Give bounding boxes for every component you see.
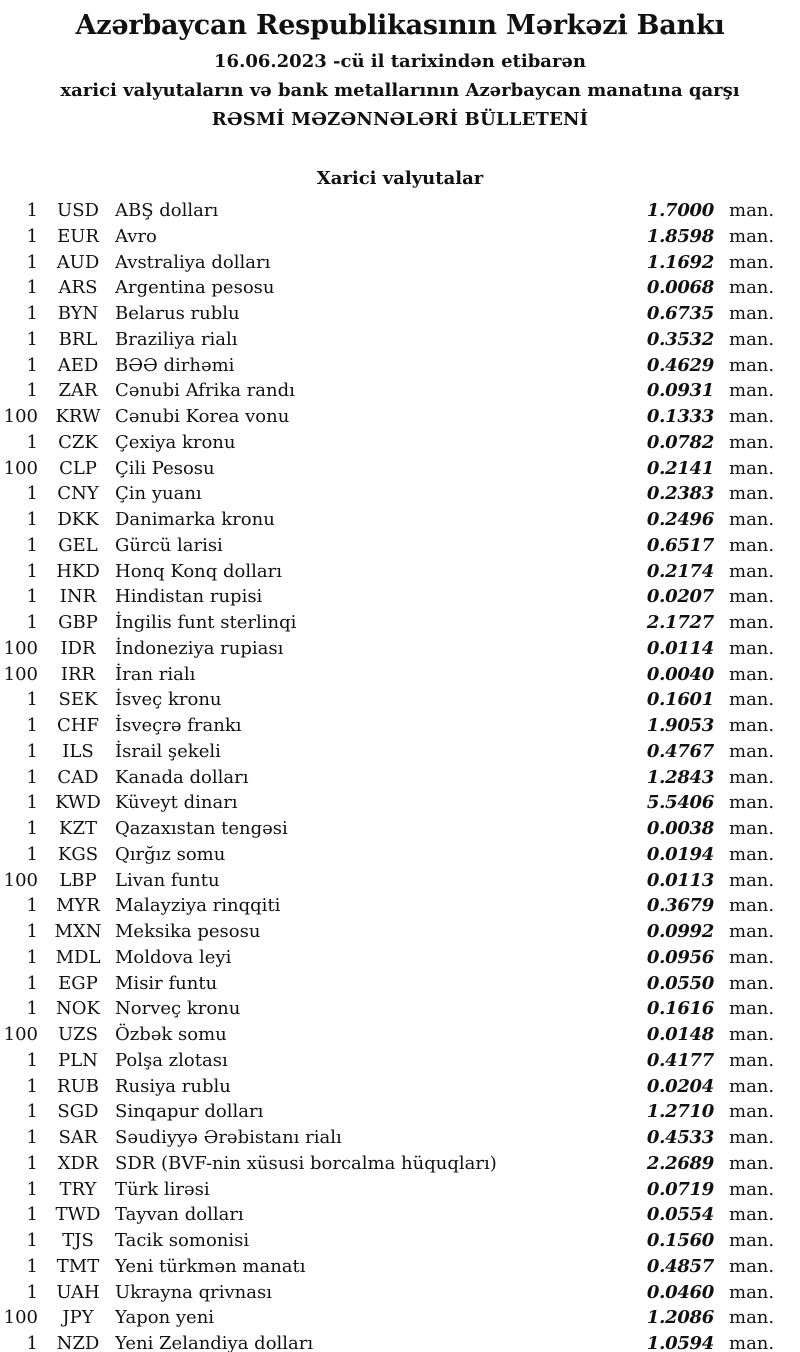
rate-value: 0.1601 [646,689,714,711]
table-row [0,456,800,482]
quantity-value: 1 [26,740,38,762]
currency-name: İndoneziya rupiası [115,637,284,659]
currency-code: NZD [56,1333,100,1352]
table-row [0,1280,800,1306]
quantity-value: 1 [26,431,38,453]
unit-label: man. [729,251,775,273]
currency-code: KGS [57,843,99,865]
currency-name: Yapon yeni [115,1307,215,1329]
currency-name: Argentina pesosu [115,277,275,299]
table-row [0,224,800,250]
currency-name: Çili Pesosu [115,457,215,479]
rate-value: 0.6517 [646,534,714,556]
unit-label: man. [729,1075,775,1097]
currency-name: Özbək somu [115,1024,227,1045]
table-row [0,816,800,842]
table-row [0,1254,800,1280]
currency-name: Tayvan dolları [115,1204,244,1226]
unit-label: man. [729,303,775,324]
unit-label: man. [729,586,775,608]
unit-label: man. [729,1101,775,1123]
rate-value: 0.0068 [646,277,714,299]
table-row [0,1228,800,1254]
quantity-value: 100 [3,1307,38,1329]
currency-code: KZT [59,818,97,839]
unit-label: man. [729,1255,775,1277]
rate-value: 0.3679 [646,895,714,917]
bulletin-title: RƏSMİ MƏZƏNNƏLƏRİ BÜLLETENİ [211,109,589,130]
rate-value: 0.6735 [646,303,714,324]
rate-value: 0.0992 [646,921,714,942]
currency-name: Honq Konq dolları [115,560,282,582]
unit-label: man. [729,766,775,788]
rates-table [0,198,800,1352]
table-row [0,687,800,713]
unit-label: man. [729,637,775,659]
currency-name: İngilis funt sterlinqi [115,612,297,633]
currency-name: Sinqapur dolları [115,1101,264,1123]
currency-name: Misir funtu [115,972,218,994]
rate-value: 0.0550 [646,972,714,994]
currency-name: Rusiya rublu [115,1075,231,1097]
currency-code: KRW [55,406,101,427]
rate-value: 1.1692 [646,251,714,273]
rate-value: 0.0554 [646,1204,714,1226]
unit-label: man. [729,509,775,530]
currency-code: INR [59,586,97,608]
unit-label: man. [729,354,775,376]
currency-code: MDL [55,946,101,968]
quantity-value: 1 [26,277,38,299]
currency-code: XDR [57,1152,99,1174]
currency-name: Braziliya rialı [115,328,238,350]
effective-date-line: 16.06.2023 -cü il tarixindən etibarən [214,51,586,72]
unit-label: man. [729,200,775,221]
unit-label: man. [729,1333,775,1352]
unit-label: man. [729,277,775,299]
unit-label: man. [729,483,775,505]
currency-name: Çexiya kronu [115,431,236,453]
unit-label: man. [729,1127,775,1148]
currency-name: Livan funtu [115,869,220,891]
unit-label: man. [729,1024,775,1045]
quantity-value: 1 [26,895,38,917]
table-row [0,1151,800,1177]
unit-label: man. [729,818,775,839]
currency-name: Səudiyyə Ərəbistanı rialı [115,1127,342,1148]
currency-code: GBP [58,612,98,633]
currency-name: Qazaxıstan tengəsi [115,818,288,839]
table-row [0,275,800,301]
rate-value: 0.4767 [646,740,714,762]
rate-value: 1.8598 [646,225,714,247]
rate-value: 1.9053 [646,715,714,736]
table-row [0,739,800,765]
table-row [0,507,800,533]
quantity-value: 1 [26,1281,38,1303]
currency-code: MYR [56,895,100,917]
currency-code: LBP [59,869,97,891]
rate-value: 5.5406 [646,792,714,814]
rate-value: 2.2689 [646,1152,714,1174]
quantity-value: 1 [26,1127,38,1148]
rate-value: 0.0148 [646,1024,714,1045]
quantity-value: 1 [26,1152,38,1174]
rate-value: 1.2086 [646,1307,714,1329]
quantity-value: 1 [26,1101,38,1123]
quantity-value: 1 [26,251,38,273]
currency-name: Gürcü larisi [115,534,223,556]
currency-code: IRR [60,663,96,685]
currency-name: BƏƏ dirhəmi [115,354,235,376]
currency-code: TWD [55,1204,101,1226]
currency-name: Küveyt dinarı [115,792,238,814]
unit-label: man. [729,998,775,1020]
currency-name: Meksika pesosu [115,921,261,942]
rate-value: 0.0194 [646,843,714,865]
currency-code: DKK [57,509,99,530]
currency-name: Moldova leyi [115,946,232,968]
currency-name: Yeni türkmən manatı [115,1255,306,1277]
quantity-value: 1 [26,921,38,942]
quantity-value: 1 [26,560,38,582]
table-row [0,584,800,610]
currency-code: RUB [57,1075,99,1097]
quantity-value: 1 [26,1255,38,1277]
rate-value: 0.1333 [646,406,714,427]
currency-code: JPY [62,1307,94,1329]
rate-value: 0.3532 [646,328,714,350]
quantity-value: 1 [26,946,38,968]
rate-value: 0.0204 [646,1075,714,1097]
currency-name: Çin yuanı [115,483,202,505]
unit-label: man. [729,1307,775,1329]
table-row [0,1331,800,1352]
currency-name: Türk lirəsi [115,1178,210,1200]
table-row [0,1074,800,1100]
rate-value: 1.2843 [646,766,714,788]
quantity-value: 1 [26,1204,38,1226]
unit-label: man. [729,792,775,814]
quantity-value: 100 [3,869,38,891]
rate-value: 0.1616 [646,998,714,1020]
currency-name: Cənubi Korea vonu [115,406,290,427]
table-row [0,1048,800,1074]
quantity-value: 1 [26,225,38,247]
table-row [0,559,800,585]
table-row [0,971,800,997]
quantity-value: 1 [26,354,38,376]
quantity-value: 1 [26,843,38,865]
quantity-value: 1 [26,200,38,221]
quantity-value: 100 [3,637,38,659]
table-row [0,430,800,456]
quantity-value: 100 [3,663,38,685]
currency-code: UZS [57,1024,98,1045]
currency-code: ZAR [58,380,98,402]
rate-value: 0.0114 [646,637,714,659]
unit-label: man. [729,1281,775,1303]
table-row [0,636,800,662]
currency-name: Polşa zlotası [115,1049,228,1071]
quantity-value: 1 [26,1178,38,1200]
currency-code: BRL [58,328,98,350]
table-row [0,353,800,379]
table-row [0,610,800,636]
table-row [0,327,800,353]
table-row [0,1125,800,1151]
unit-label: man. [729,1204,775,1226]
quantity-value: 1 [26,792,38,814]
quantity-value: 1 [26,509,38,530]
unit-label: man. [729,843,775,865]
currency-name: Norveç kronu [115,998,241,1020]
currency-code: KWD [55,792,101,814]
unit-label: man. [729,972,775,994]
table-row [0,1099,800,1125]
currency-code: UAH [56,1281,100,1303]
table-row [0,765,800,791]
rate-value: 0.0040 [646,663,714,685]
currency-name: Hindistan rupisi [115,586,263,608]
quantity-value: 1 [26,1049,38,1071]
currency-code: HKD [56,560,100,582]
table-row [0,404,800,430]
unit-label: man. [729,663,775,685]
currency-name: İran rialı [115,663,196,685]
rate-value: 0.2496 [646,509,714,530]
quantity-value: 1 [26,303,38,324]
table-row [0,250,800,276]
rate-value: 0.0719 [646,1178,714,1200]
unit-label: man. [729,740,775,762]
table-row [0,1305,800,1331]
currency-name: SDR (BVF-nin xüsusi borcalma hüquqları) [115,1152,497,1174]
currency-name: Qırğız somu [115,843,226,865]
rate-value: 0.0460 [646,1281,714,1303]
unit-label: man. [729,560,775,582]
table-row [0,1202,800,1228]
currency-name: İsveç kronu [115,689,222,711]
rate-value: 1.7000 [646,200,714,221]
quantity-value: 1 [26,1333,38,1352]
unit-label: man. [729,457,775,479]
rate-value: 0.0038 [646,818,714,839]
currency-name: Ukrayna qrivnası [115,1281,272,1303]
quantity-value: 1 [26,1075,38,1097]
unit-label: man. [729,431,775,453]
table-row [0,842,800,868]
table-row [0,1022,800,1048]
unit-label: man. [729,715,775,736]
currency-code: IDR [60,637,96,659]
subtitle-line: xarici valyutaların və bank metallarının Azərbaycan manatına qarşı [60,80,740,101]
table-row [0,1177,800,1203]
rate-value: 0.0782 [646,431,714,453]
unit-label: man. [729,689,775,711]
rate-value: 0.2141 [646,457,714,479]
rate-value: 2.1727 [646,612,714,633]
unit-label: man. [729,534,775,556]
currency-code: MXN [54,921,102,942]
quantity-value: 1 [26,534,38,556]
table-row [0,533,800,559]
currency-name: İsveçrə frankı [115,715,242,736]
rate-value: 0.0931 [646,380,714,402]
table-row [0,198,800,224]
currency-name: Danimarka kronu [115,509,275,530]
rate-value: 0.4629 [646,354,714,376]
unit-label: man. [729,406,775,427]
currency-code: CLP [59,457,97,479]
currency-name: Yeni Zelandiya dolları [115,1333,314,1352]
table-row [0,662,800,688]
currency-code: CZK [58,431,98,453]
currency-name: Cənubi Afrika randı [115,380,295,402]
quantity-value: 1 [26,689,38,711]
rate-value: 0.0956 [646,946,714,968]
currency-name: Avstraliya dolları [115,251,271,273]
quantity-value: 100 [3,457,38,479]
table-row [0,713,800,739]
quantity-value: 1 [26,715,38,736]
quantity-value: 1 [26,483,38,505]
currency-name: İsrail şekeli [115,740,221,762]
unit-label: man. [729,328,775,350]
currency-code: AED [57,354,99,376]
currency-name: Belarus rublu [115,303,240,324]
quantity-value: 1 [26,380,38,402]
currency-code: CNY [57,483,99,505]
rate-value: 0.4857 [646,1255,714,1277]
table-row [0,481,800,507]
unit-label: man. [729,1152,775,1174]
section-title-foreign-currencies: Xarici valyutalar [316,168,484,189]
table-row [0,893,800,919]
quantity-value: 1 [26,972,38,994]
currency-code: SGD [57,1101,99,1123]
table-row [0,301,800,327]
rate-value: 0.2174 [646,560,714,582]
currency-code: CAD [57,766,99,788]
unit-label: man. [729,612,775,633]
table-row [0,378,800,404]
rate-value: 0.0113 [646,869,714,891]
currency-code: AUD [56,251,100,273]
currency-code: EGP [58,972,98,994]
currency-code: BYN [57,303,99,324]
quantity-value: 100 [3,406,38,427]
unit-label: man. [729,225,775,247]
currency-code: ILS [62,740,94,762]
currency-name: Avro [115,225,157,247]
table-row [0,868,800,894]
currency-code: SEK [58,689,98,711]
quantity-value: 1 [26,1230,38,1251]
page-title: Azərbaycan Respublikasının Mərkəzi Bankı [75,10,725,41]
currency-name: ABŞ dolları [115,200,219,221]
table-row [0,996,800,1022]
unit-label: man. [729,1178,775,1200]
unit-label: man. [729,1230,775,1251]
quantity-value: 1 [26,766,38,788]
quantity-value: 1 [26,818,38,839]
quantity-value: 100 [3,1024,38,1045]
table-row [0,919,800,945]
quantity-value: 1 [26,328,38,350]
unit-label: man. [729,921,775,942]
currency-code: EUR [57,225,99,247]
currency-name: Kanada dolları [115,766,249,788]
rate-value: 0.4177 [646,1049,714,1071]
quantity-value: 1 [26,586,38,608]
rate-value: 0.0207 [646,586,714,608]
rate-value: 0.4533 [646,1127,714,1148]
currency-code: GEL [58,534,98,556]
rate-value: 0.1560 [646,1230,714,1251]
currency-code: NOK [56,998,100,1020]
currency-name: Tacik somonisi [115,1230,250,1251]
unit-label: man. [729,869,775,891]
currency-code: TMT [56,1255,100,1277]
table-row [0,945,800,971]
currency-code: ARS [58,277,98,299]
currency-code: SAR [58,1127,98,1148]
currency-code: USD [57,200,99,221]
currency-code: TJS [62,1230,94,1251]
table-row [0,790,800,816]
rate-value: 0.2383 [646,483,714,505]
unit-label: man. [729,946,775,968]
quantity-value: 1 [26,612,38,633]
quantity-value: 1 [26,998,38,1020]
currency-code: PLN [58,1049,98,1071]
currency-name: Malayziya rinqqiti [115,895,281,917]
unit-label: man. [729,1049,775,1071]
currency-code: TRY [59,1178,97,1200]
unit-label: man. [729,380,775,402]
rate-value: 1.0594 [646,1333,714,1352]
currency-code: CHF [57,715,99,736]
unit-label: man. [729,895,775,917]
rate-value: 1.2710 [646,1101,714,1123]
